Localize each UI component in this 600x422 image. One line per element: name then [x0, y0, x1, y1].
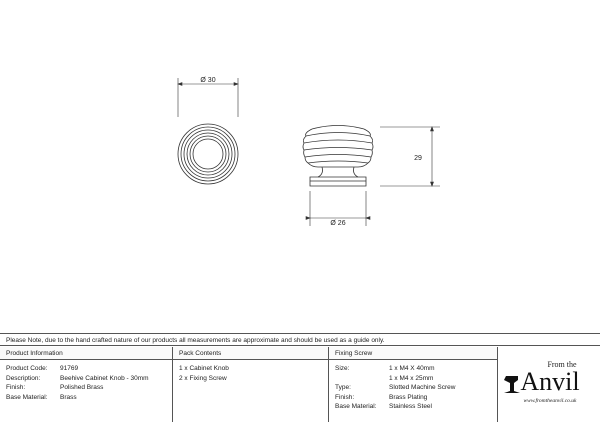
logo-url: www.fromtheanvil.co.uk: [523, 398, 577, 404]
pack-contents-heading: Pack Contents: [173, 347, 328, 360]
screw-size-row-2: [329, 374, 497, 384]
row-label: Base Material:: [335, 403, 377, 410]
base-diameter-label: Ø 26: [330, 220, 346, 227]
knob-side-view: [303, 126, 373, 187]
pack-item: 1 x Cabinet Knob: [179, 365, 229, 372]
divider: [497, 347, 498, 422]
row-label: Type:: [335, 384, 351, 391]
row-value: 1 x M4 x 25mm: [389, 374, 434, 382]
logo-tagline: From the: [547, 360, 577, 369]
screw-type-row: [329, 383, 497, 393]
from-the-anvil-logo: [500, 350, 596, 410]
row-value: Brass: [60, 393, 77, 401]
base-material-row: [0, 393, 172, 403]
row-value: Brass Plating: [389, 393, 428, 401]
fixing-screw-heading: Fixing Screw: [329, 347, 497, 360]
screw-base-material-row: [329, 402, 497, 412]
top-diameter-label: Ø 30: [200, 77, 216, 84]
pack-item: 2 x Fixing Screw: [179, 374, 227, 382]
finish-row: [0, 383, 172, 393]
product-information-section: [0, 347, 172, 422]
row-label: Finish:: [335, 393, 355, 401]
row-label: Description:: [6, 374, 41, 382]
fixing-screw-section: [329, 347, 497, 422]
row-label: [329, 374, 389, 384]
description-row: [0, 374, 172, 384]
knob-top-view: [178, 124, 238, 184]
anvil-icon: [504, 376, 520, 393]
logo-brand: Anvil: [520, 367, 580, 396]
row-value: 91769: [60, 365, 79, 372]
row-value: 1 x M4 X 40mm: [389, 365, 435, 372]
row-value: Stainless Steel: [389, 403, 432, 410]
screw-size-row: [329, 364, 497, 374]
row-label: Product Code:: [6, 365, 48, 372]
row-value: Slotted Machine Screw: [389, 384, 456, 391]
row-value: Beehive Cabinet Knob - 30mm: [60, 374, 149, 382]
height-dimension: [380, 127, 440, 186]
product-code-row: [0, 364, 172, 374]
row-label: Base Material:: [6, 393, 48, 401]
product-information-heading: Product Information: [0, 347, 172, 360]
row-value: Polished Brass: [60, 384, 104, 391]
row-label: Size:: [335, 365, 350, 372]
disclaimer-note: Please Note, due to the hand crafted nature of our products all measurements are approximate and should be used as a guide only.: [0, 333, 600, 346]
row-label: Finish:: [6, 384, 26, 391]
height-label: 29: [414, 155, 422, 162]
screw-finish-row: [329, 393, 497, 403]
pack-contents-section: [173, 347, 328, 422]
